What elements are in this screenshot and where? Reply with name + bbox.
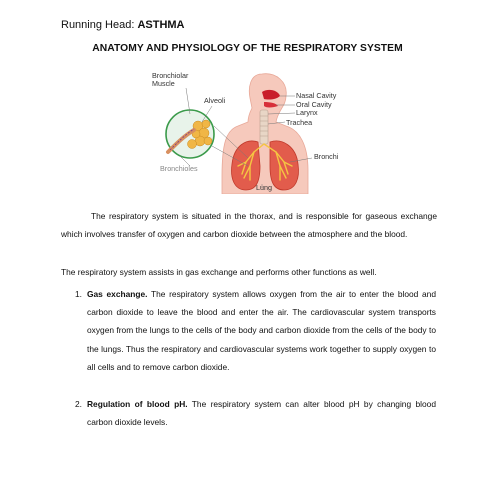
list-item-number: 2.	[75, 399, 82, 409]
list-item	[75, 285, 436, 376]
trachea-label: Trachea	[286, 118, 313, 127]
respiratory-system-figure	[150, 66, 360, 194]
list-item-text: The respiratory system allows oxygen from the air to enter the blood and carbon dioxide to leave the blood and enter the air. The cardiovascular system transports oxygen from the lungs to the cells of the body and carbon dioxide from the cells of the body to the lungs. Thus the respiratory and cardiovascular systems work together to supply oxygen to all cells and to remove carbon dioxide.	[87, 289, 436, 372]
bronchiolar-muscle-label-line2: Muscle	[152, 79, 175, 88]
bronchiolar-muscle-label-line1: Bronchiolar	[152, 71, 189, 80]
page-title: ANATOMY AND PHYSIOLOGY OF THE RESPIRATORY SYSTEM	[92, 43, 403, 54]
list-item-number: 1.	[75, 289, 82, 299]
running-head-title: ASTHMA	[137, 19, 185, 31]
intro-paragraph: The respiratory system is situated in the thorax, and is responsible for gaseous exchange which involves transfer of oxygen and carbon dioxide between the atmosphere and the blood.	[61, 211, 437, 240]
assist-paragraph: The respiratory system assists in gas exchange and performs other functions as well.	[61, 267, 377, 277]
list-item	[75, 395, 436, 431]
list-item-title: Regulation of blood pH.	[87, 399, 188, 409]
lung-label: Lung	[256, 183, 272, 192]
list-item-title: Gas exchange.	[87, 289, 148, 299]
bronchioles-label: Bronchioles	[160, 164, 198, 173]
bronchi-label: Bronchi	[314, 152, 339, 161]
nasal-cavity-label: Nasal Cavity	[296, 91, 337, 100]
running-head-prefix: Running Head:	[61, 19, 135, 31]
list-item-body	[87, 285, 436, 376]
list-item-body	[87, 395, 436, 431]
alveoli-label: Alveoli	[204, 96, 226, 105]
list-item-text: The respiratory system can alter blood pH by changing blood carbon dioxide levels.	[87, 399, 436, 428]
oral-cavity-label: Oral Cavity	[296, 100, 332, 109]
running-head	[61, 19, 185, 31]
trachea-shape	[260, 110, 268, 144]
larynx-label: Larynx	[296, 108, 318, 117]
respiratory-illustration	[150, 66, 360, 194]
